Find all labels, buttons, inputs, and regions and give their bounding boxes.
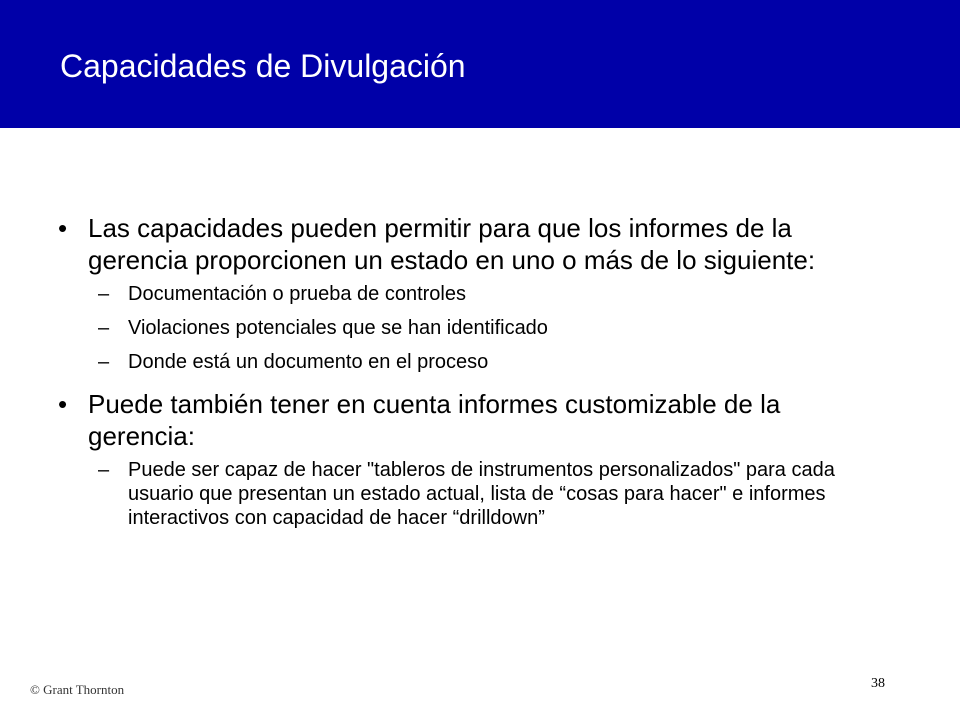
sub-bullet-item bbox=[58, 458, 888, 530]
dash-icon: – bbox=[98, 459, 110, 481]
sub-bullet-text: Donde está un documento en el proceso bbox=[128, 351, 489, 373]
page-number: 38 bbox=[871, 676, 885, 691]
slide-content bbox=[58, 212, 888, 540]
sub-bullet-item bbox=[58, 350, 888, 374]
dash-icon: – bbox=[98, 351, 110, 373]
dash-icon: – bbox=[98, 283, 110, 305]
sub-bullet-text: Puede ser capaz de hacer "tableros de instrumentos personalizados" para cada usuario que presentan un estado actual, lista de “cosas para hacer" e informes interactivos con capacidad de hacer “drilldown” bbox=[128, 459, 835, 529]
sub-bullet-item bbox=[58, 316, 888, 340]
title-bar bbox=[0, 0, 960, 128]
slide-title: Capacidades de Divulgación bbox=[60, 48, 466, 84]
bullet-icon: • bbox=[58, 213, 68, 243]
sub-bullet-item bbox=[58, 282, 888, 306]
dash-icon: – bbox=[98, 317, 110, 339]
bullet-text: Las capacidades pueden permitir para que los informes de la gerencia proporcionen un estado en uno o más de lo siguiente: bbox=[88, 213, 816, 275]
bullet-item bbox=[58, 388, 888, 452]
sub-bullet-text: Violaciones potenciales que se han identificado bbox=[128, 317, 548, 339]
sub-bullet-text: Documentación o prueba de controles bbox=[128, 283, 466, 305]
copyright-notice: © Grant Thornton bbox=[30, 682, 125, 697]
bullet-icon: • bbox=[58, 389, 68, 419]
bullet-text: Puede también tener en cuenta informes customizable de la gerencia: bbox=[88, 389, 781, 451]
bullet-item bbox=[58, 212, 888, 276]
